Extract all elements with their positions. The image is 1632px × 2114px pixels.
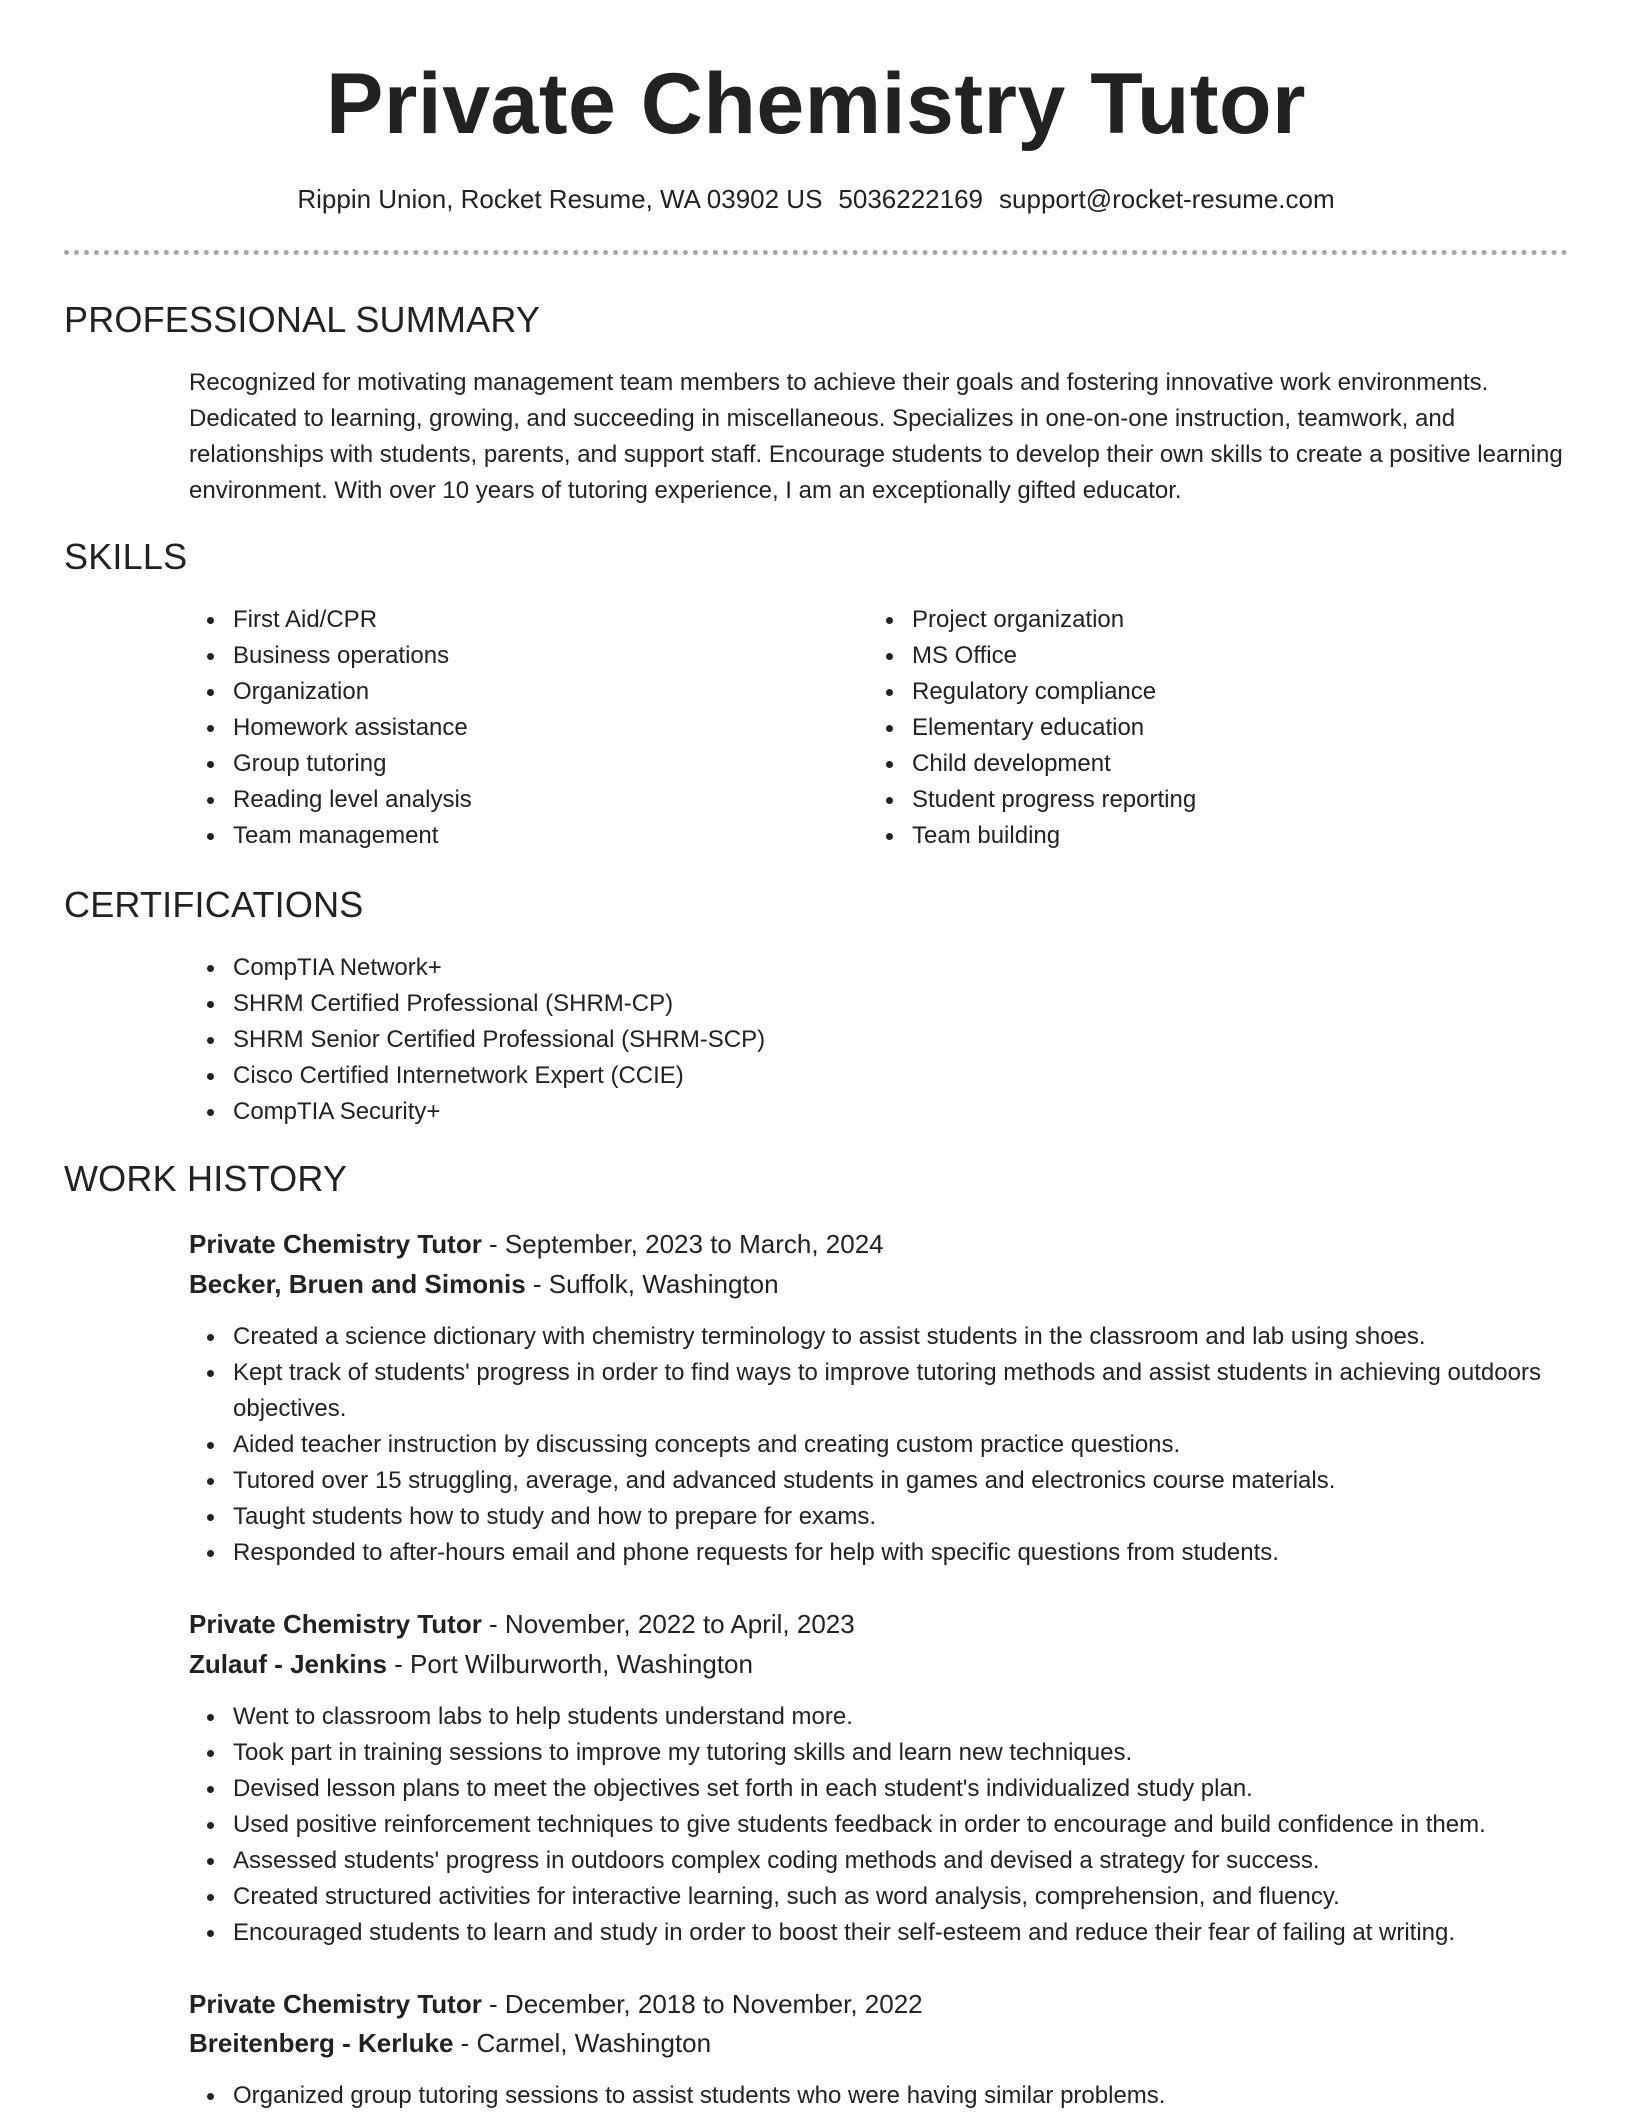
list-item: Responded to after-hours email and phone requests for help with specific questions from students. [233,1535,1588,1571]
job-company-line [189,2024,711,2062]
job-location: - Carmel, Washington [453,2028,712,2058]
certifications-list [189,950,1533,1130]
list-item: Reading level analysis [233,782,833,818]
job-location: - Suffolk, Washington [525,1269,779,1299]
list-item: Used positive reinforcement techniques to give students feedback in order to encourage and build confidence in them. [233,1807,1632,1843]
job-title-line [189,1605,855,1643]
list-item: First Aid/CPR [233,602,833,638]
list-item: Created structured activities for interactive learning, such as word analysis, comprehension, and fluency. [233,1879,1632,1915]
summary-text: Recognized for motivating management team members to achieve their goals and fostering innovative work environments. Dedicated to learning, growing, and succeeding in miscellaneous. Specializes in one-on-one instruction, teamwork, and relationships with students, parents, and support staff. Encourage students to develop their own skills to create a positive learning environment. With over 10 years of tutoring experience, I am an exceptionally gifted educator. [189,369,1563,504]
list-item: Taught students how to study and how to prepare for exams. [233,1499,1588,1535]
job-dates: - December, 2018 to November, 2022 [481,1989,923,2019]
list-item: SHRM Certified Professional (SHRM-CP) [233,986,1533,1022]
page-title: Private Chemistry Tutor [325,56,1307,152]
job-company: Zulauf - Jenkins [189,1649,387,1679]
list-item: Team management [233,818,833,854]
job-bullets [189,1319,1588,1571]
list-item: Organization [233,674,833,710]
job-company-line [189,1645,753,1683]
list-item: Project organization [912,602,1512,638]
job-title: Private Chemistry Tutor [189,1609,482,1639]
job-dates: - November, 2022 to April, 2023 [481,1609,855,1639]
certifications-heading: CERTIFICATIONS [64,884,364,925]
list-item: Group tutoring [233,746,833,782]
list-item: Student progress reporting [912,782,1512,818]
contact-phone: 5036222169 [838,184,984,214]
list-item: Encouraged students to learn and study in order to boost their self-esteem and reduce their fear of failing at writing. [233,1915,1632,1951]
list-item: Kept track of students' progress in order to find ways to improve tutoring methods and assist students in achieving outdoors objectives. [233,1355,1588,1427]
job-title: Private Chemistry Tutor [189,1229,482,1259]
job-dates: - September, 2023 to March, 2024 [481,1229,884,1259]
skills-list-left [189,602,833,854]
contact-email: support@rocket-resume.com [999,184,1335,214]
list-item: Devised lesson plans to meet the objectives set forth in each student's individualized study plan. [233,1771,1632,1807]
job-bullets [189,1699,1632,1951]
list-item: Business operations [233,638,833,674]
job-bullets [189,2078,1588,2114]
list-item: Assessed students' progress in outdoors complex coding methods and devised a strategy for success. [233,1843,1632,1879]
job-company: Becker, Bruen and Simonis [189,1269,526,1299]
list-item: Homework assistance [233,710,833,746]
list-item: Child development [912,746,1512,782]
work-history-heading: WORK HISTORY [64,1158,348,1199]
header-divider [64,250,1568,255]
list-item: SHRM Senior Certified Professional (SHRM-SCP) [233,1022,1533,1058]
list-item: Regulatory compliance [912,674,1512,710]
list-item: Cisco Certified Internetwork Expert (CCIE) [233,1058,1533,1094]
list-item: Went to classroom labs to help students understand more. [233,1699,1632,1735]
job-title-line [189,1225,884,1263]
list-item: CompTIA Network+ [233,950,1533,986]
list-item: Tutored over 15 struggling, average, and advanced students in games and electronics course materials. [233,1463,1588,1499]
contact-address: Rippin Union, Rocket Resume, WA 03902 US [297,184,823,214]
job-title-line [189,1985,923,2023]
list-item: Aided teacher instruction by discussing concepts and creating custom practice questions. [233,1427,1588,1463]
summary-heading: PROFESSIONAL SUMMARY [64,299,541,340]
list-item: Team building [912,818,1512,854]
list-item: Created a science dictionary with chemistry terminology to assist students in the classroom and lab using shoes. [233,1319,1588,1355]
skills-heading: SKILLS [64,536,188,577]
job-company-line [189,1265,779,1303]
list-item: CompTIA Security+ [233,1094,1533,1130]
job-location: - Port Wilburworth, Washington [386,1649,753,1679]
contact-line [0,181,1632,217]
list-item: MS Office [912,638,1512,674]
job-title: Private Chemistry Tutor [189,1989,482,2019]
list-item: Organized group tutoring sessions to assist students who were having similar problems. [233,2078,1588,2114]
list-item: Took part in training sessions to improve my tutoring skills and learn new techniques. [233,1735,1632,1771]
skills-list-right [868,602,1512,854]
job-company: Breitenberg - Kerluke [189,2028,454,2058]
list-item: Elementary education [912,710,1512,746]
